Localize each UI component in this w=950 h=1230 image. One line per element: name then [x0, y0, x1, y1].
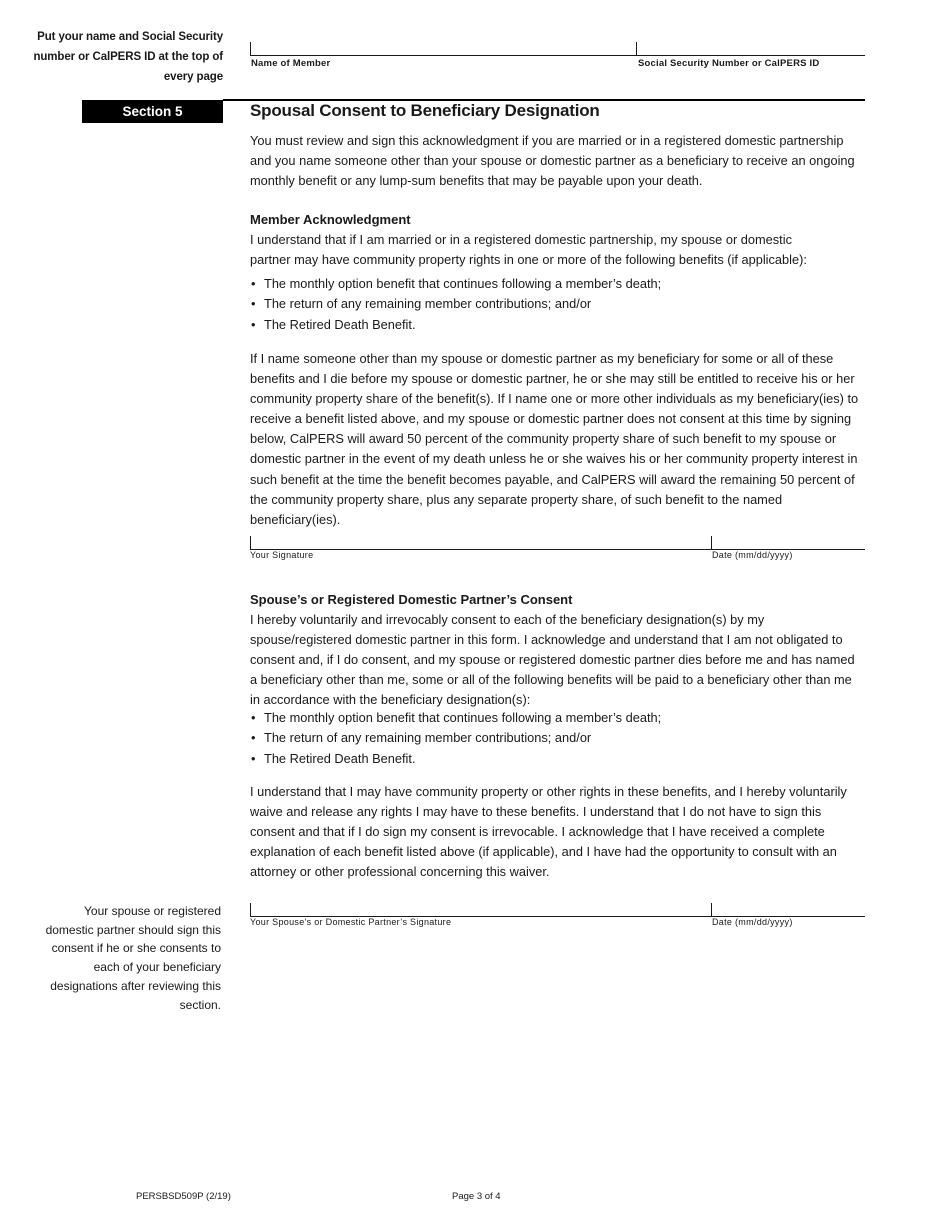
member-signature-field[interactable] — [250, 549, 711, 550]
section-intro: You must review and sign this acknowledgment if you are married or in a registered domestic partnership and you name someone other than your spouse or domestic partner as a beneficiary to receive an ongoing monthly benefit or any lump-sum benefits that may be payable upon your death. — [250, 133, 855, 189]
list-item: • The Retired Death Benefit. — [250, 315, 860, 335]
name-field-tick — [250, 42, 251, 55]
spouse-side-note: Your spouse or registered domestic partner should sign this consent if he or she consents to each of your beneficiary designations after reviewing this section. — [45, 904, 221, 1012]
member-ack-heading: Member Acknowledgment — [250, 212, 411, 227]
name-of-member-label: Name of Member — [251, 58, 331, 69]
spouse-consent-bullets — [250, 708, 860, 769]
member-ack-paragraph: If I name someone other than my spouse or domestic partner as my beneficiary for some or all of these benefits and I die before my spouse or domestic partner, he or she may still be entitled to receive his or her community property share of the benefit(s). If I name one or more other individuals as my beneficiary(ies) to receive a benefit listed above, and my spouse or domestic partner does not consent at this time by signing below, CalPERS will award 50 percent of the community property share of such benefit to my spouse or domestic partner in the event of my death unless he or she waives his or her community property interest in such benefit at the time the benefit becomes payable, and CalPERS will award the remaining 50 percent of the community property share, plus any separate property share, of such benefit to the named beneficiary(ies). — [250, 351, 859, 527]
spouse-date-label: Date (mm/dd/yyyy) — [712, 917, 793, 927]
list-item: • The return of any remaining member contributions; and/or — [250, 728, 860, 748]
header-instruction: Put your name and Social Security number or CalPERS ID at the top of every page — [33, 31, 223, 83]
spouse-consent-paragraph: I understand that I may have community property or other rights in these benefits, and I hereby voluntarily waive and release any rights I may have to these benefits. I understand that I do not have to sign this consent and that if I do sign my consent is irrevocable. I acknowledge that I have received a complete explanation of each benefit listed above (if applicable), and I have had the opportunity to consult with an attorney or other professional concerning this waiver. — [250, 784, 847, 880]
ssn-field[interactable] — [636, 55, 865, 56]
spouse-consent-heading: Spouse’s or Registered Domestic Partner’s Consent — [250, 592, 573, 607]
form-id: PERSBSD509P (2/19) — [136, 1191, 231, 1202]
list-item: • The monthly option benefit that continues following a member’s death; — [250, 274, 860, 294]
section-badge: Section 5 — [82, 100, 223, 123]
name-of-member-field[interactable] — [250, 55, 636, 56]
list-item: • The Retired Death Benefit. — [250, 749, 860, 769]
member-date-label: Date (mm/dd/yyyy) — [712, 550, 793, 560]
member-date-tick — [711, 536, 712, 549]
member-signature-label: Your Signature — [250, 550, 314, 560]
spouse-signature-tick — [250, 903, 251, 916]
section-title: Spousal Consent to Beneficiary Designation — [250, 101, 600, 120]
spouse-signature-label: Your Spouse’s or Domestic Partner’s Signature — [250, 917, 452, 927]
ssn-label: Social Security Number or CalPERS ID — [638, 58, 820, 69]
member-ack-bullets — [250, 274, 860, 335]
spouse-date-tick — [711, 903, 712, 916]
member-ack-text: I understand that if I am married or in a registered domestic partnership, my spouse or domestic partner may have community property rights in one or more of the following benefits (if applicable): — [250, 232, 807, 268]
ssn-field-tick — [636, 42, 637, 55]
page-number: Page 3 of 4 — [452, 1191, 501, 1202]
list-item: • The monthly option benefit that continues following a member’s death; — [250, 708, 860, 728]
list-item: • The return of any remaining member contributions; and/or — [250, 294, 860, 314]
member-signature-tick — [250, 536, 251, 549]
spouse-consent-text: I hereby voluntarily and irrevocably consent to each of the beneficiary designation(s) by my spouse/registered domestic partner in this form. I acknowledge and understand that I am not obligated to consent and, if I do consent, and my spouse or registered domestic partner dies before me and has named a beneficiary other than me, some or all of the following benefits will be paid to a beneficiary other than me in accordance with the beneficiary designation(s): — [250, 612, 855, 708]
